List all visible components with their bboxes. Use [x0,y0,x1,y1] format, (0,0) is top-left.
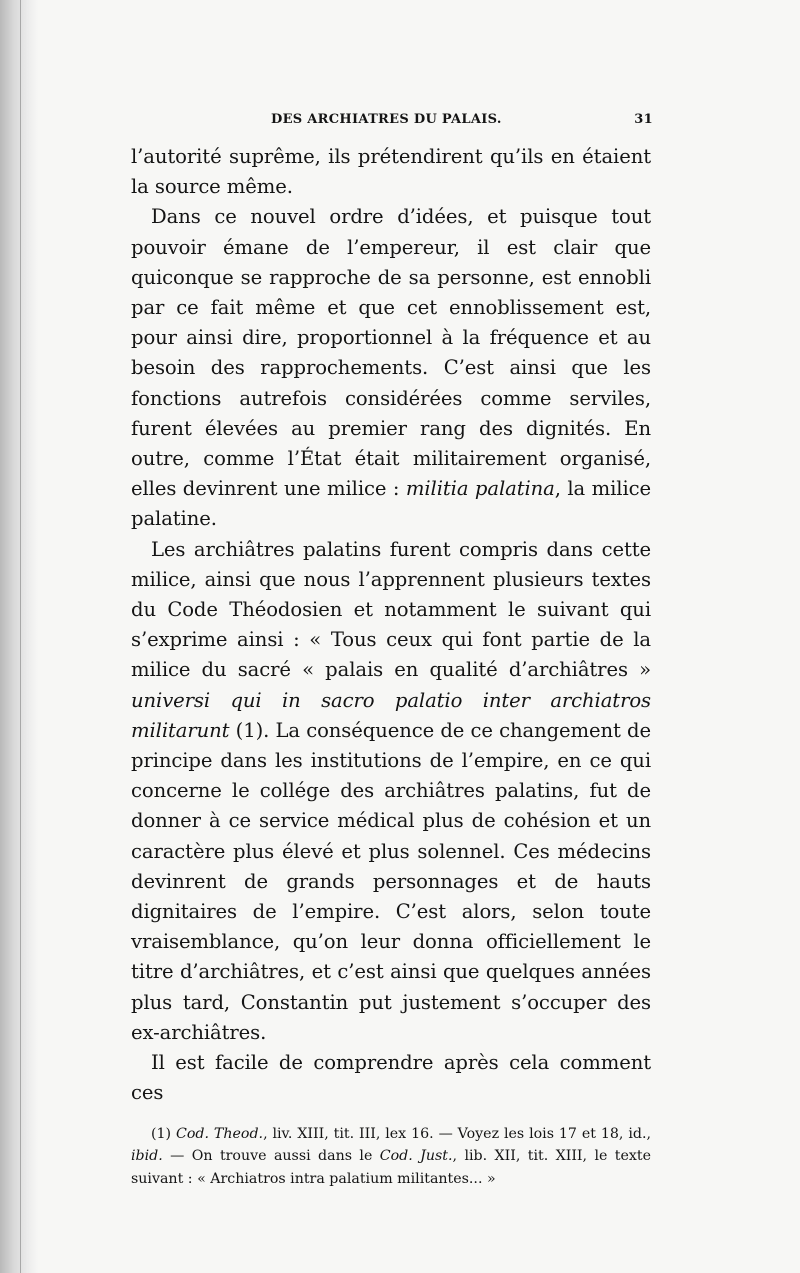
paragraph [131,202,651,534]
text-run: , lib. XII, tit. XIII, le texte suivant : « Archiatros intra palatium militantes... » [131,1148,652,1187]
footnote [131,1123,651,1191]
paragraph [131,1048,651,1108]
page-content [131,108,651,1190]
italic-text: Cod. Theod. [176,1125,264,1142]
italic-text: Cod. Just. [379,1148,453,1164]
page-number: 31 [634,112,653,127]
footnote-separator [131,1109,651,1123]
running-head-title: DES ARCHIATRES DU PALAIS. [271,112,502,127]
paragraph [131,142,651,202]
text-run: Les archiâtres palatins furent compris dans cette milice, ainsi que nous l’apprennent plusieurs textes du Code Théodosien et notamment le suivant qui s’exprime ainsi : « Tous ceux qui font partie de la milice du sacré « palais en qualité d’archiâtres » [131,537,651,682]
binding-gutter-shadow [0,0,38,1273]
text-run: l’autorité suprême, ils prétendirent qu’ils en étaient la source même. [131,145,651,199]
text-run: (1) [151,1125,177,1142]
text-run: , liv. XIII, tit. III, lex 16. — Voyez les lois 17 et 18, id., [263,1125,651,1142]
text-run: Dans ce nouvel ordre d’idées, et puisque tout pouvoir émane de l’empereur, il est clair que quiconque se rapproche de sa personne, est ennobli par ce fait même et que cet ennoblissement est, pour ainsi dire, proportionnel à la fréquence et au besoin des rapprochements. C’est ainsi que les fonctions autrefois considérées comme serviles, furent élevées au premier rang des dignités. En outre, comme l’État était militairement organisé, elles devinrent une milice : [131,205,651,501]
italic-text: militia palatina [405,477,555,501]
italic-text: universi qui in sacro palatio inter archiatros militarunt [131,688,651,742]
text-run: — On trouve aussi dans le [162,1148,380,1164]
text-run: Il est facile de comprendre après cela comment ces [131,1051,651,1105]
text-run: , la milice palatine. [131,477,652,531]
body-text [131,142,651,1109]
text-run: (1). La conséquence de ce changement de principe dans les institutions de l’empire, en ce qui concerne le collége des archiâtres palatins, fut de donner à ce service médical plus de cohésion et un caractère plus élevé et plus solennel. Ces médecins devinrent de grands personnages et de hauts dignitaires de l’empire. C’est alors, selon toute vraisemblance, qu’on leur donna officiellement le titre d’archiâtres, et c’est ainsi que quelques années plus tard, Constantin put justement s’occuper des ex-archiâtres. [131,718,651,1044]
running-head [131,108,651,142]
footnotes [131,1123,651,1191]
paragraph [131,535,651,1048]
italic-text: ibid. [131,1148,163,1164]
binding-gutter-line [20,0,21,1273]
